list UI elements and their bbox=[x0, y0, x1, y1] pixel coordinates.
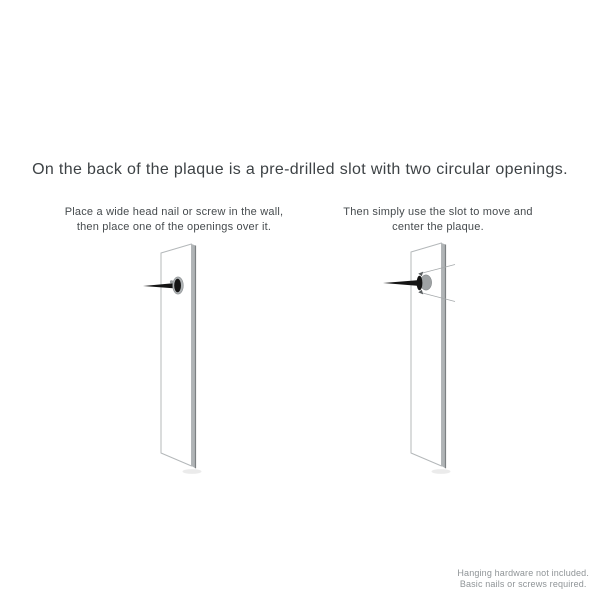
nail-head bbox=[417, 276, 423, 290]
footnote-line2: Basic nails or screws required. bbox=[459, 578, 587, 589]
step1-caption-line2: then place one of the openings over it. bbox=[76, 220, 272, 233]
step2-caption bbox=[312, 205, 564, 234]
plaque-shadow bbox=[183, 469, 202, 474]
hardware-footnote bbox=[457, 568, 589, 589]
step1-caption bbox=[48, 205, 300, 234]
nail-shaft bbox=[143, 283, 173, 288]
step1-plaque-nail-illustration bbox=[130, 235, 230, 485]
nail-collar bbox=[170, 280, 173, 283]
step2-caption-line2: center the plaque. bbox=[392, 220, 484, 233]
nail-head bbox=[174, 279, 181, 293]
step1-caption-line1: Place a wide head nail or screw in the wall, bbox=[64, 206, 284, 218]
step2-caption-line1: Then simply use the slot to move and bbox=[343, 206, 533, 218]
plaque-side-edge bbox=[442, 243, 446, 468]
page-title: On the back of the plaque is a pre-drilled slot with two circular openings. bbox=[32, 161, 568, 178]
step2-plaque-slot-illustration bbox=[370, 235, 480, 485]
plaque-shadow bbox=[432, 469, 451, 474]
footnote-line1: Hanging hardware not included. bbox=[457, 568, 589, 578]
nail-shaft bbox=[383, 280, 417, 285]
plaque-side-edge bbox=[192, 244, 196, 468]
